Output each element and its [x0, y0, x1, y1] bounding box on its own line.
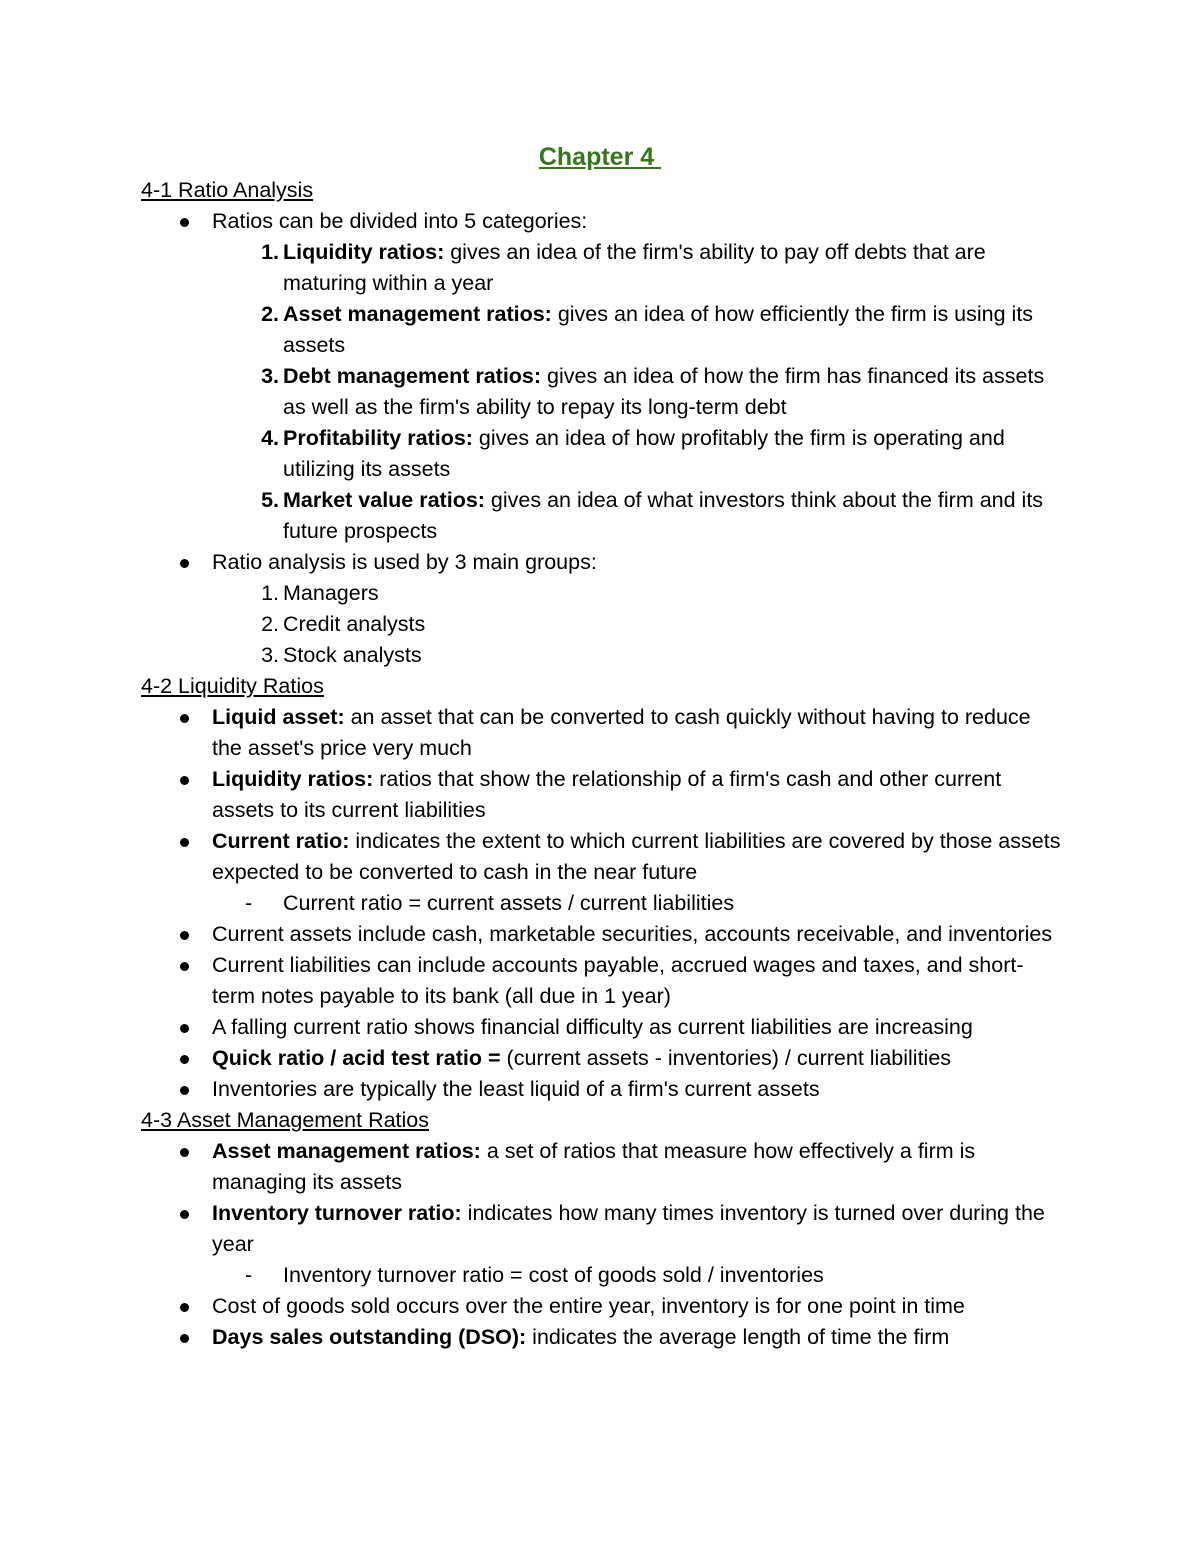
list-item: [212, 485, 1061, 547]
item-text: ratios that show the relationship of a firm's cash and other current assets to its current liabilities: [212, 767, 1002, 822]
section-heading: 4-1 Ratio Analysis: [141, 178, 314, 202]
item-text: Current assets include cash, marketable securities, accounts receivable, and inventories: [212, 922, 1053, 946]
item-text: Stock analysts: [283, 643, 422, 667]
section-heading: 4-2 Liquidity Ratios: [141, 674, 324, 698]
item-text: indicates the extent to which current liabilities are covered by those assets expected to be converted to cash in the near future: [212, 829, 1061, 884]
section-heading: 4-3 Asset Management Ratios: [141, 1108, 430, 1132]
item-text: Ratio analysis is used by 3 main groups:: [212, 550, 597, 574]
bullet-list: [141, 1136, 1061, 1353]
item-text: Credit analysts: [283, 612, 426, 636]
item-text: (current assets - inventories) / current liabilities: [500, 1046, 952, 1070]
item-term: Market value ratios:: [283, 488, 485, 512]
list-item: [141, 764, 1061, 826]
document-content: [141, 175, 1061, 1353]
bullet-list: [141, 206, 1061, 671]
list-item: [141, 1291, 1061, 1322]
item-term: Inventory turnover ratio:: [212, 1201, 462, 1225]
list-item: [212, 299, 1061, 361]
item-number: 3.: [261, 643, 279, 667]
numbered-list: [212, 237, 1061, 547]
item-term: Asset management ratios:: [283, 302, 552, 326]
list-item: [212, 423, 1061, 485]
item-term: Quick ratio / acid test ratio =: [212, 1046, 501, 1070]
item-term: Liquidity ratios:: [212, 767, 374, 791]
dash-list: [212, 888, 1061, 919]
item-number: 2.: [261, 302, 279, 326]
item-text: Ratios can be divided into 5 categories:: [212, 209, 588, 233]
list-item: [141, 1198, 1061, 1291]
list-item: [141, 1074, 1061, 1105]
item-number: 4.: [261, 426, 279, 450]
formula-item: - Current ratio = current assets / current liabilities: [212, 888, 1061, 919]
item-text: A falling current ratio shows financial difficulty as current liabilities are increasing: [212, 1015, 973, 1039]
list-item: [141, 919, 1061, 950]
item-text: Inventories are typically the least liquid of a firm's current assets: [212, 1077, 820, 1101]
dash-list: [212, 1260, 1061, 1291]
item-term: Liquid asset:: [212, 705, 345, 729]
item-number: 1.: [261, 240, 279, 264]
item-term: Current ratio:: [212, 829, 350, 853]
item-text: gives an idea of what investors think about the firm and its future prospects: [283, 488, 1044, 543]
item-text: Current liabilities can include accounts payable, accrued wages and taxes, and short-term notes payable to its bank (all due in 1 year): [212, 953, 1024, 1008]
item-text: Cost of goods sold occurs over the entire year, inventory is for one point in time: [212, 1294, 965, 1318]
bullet-list: [141, 702, 1061, 1105]
list-item: [141, 206, 1061, 547]
item-text: indicates the average length of time the firm: [526, 1325, 950, 1349]
list-item: [141, 1322, 1061, 1353]
item-term: Days sales outstanding (DSO):: [212, 1325, 527, 1349]
item-number: 1.: [261, 581, 279, 605]
page-title: Chapter 4: [538, 143, 662, 171]
item-text: gives an idea of how efficiently the firm is using its assets: [283, 302, 1034, 357]
item-term: Liquidity ratios:: [283, 240, 445, 264]
list-item: [212, 609, 1061, 640]
item-text: gives an idea of how the firm has financed its assets as well as the firm's ability to repay its long-term debt: [283, 364, 1045, 419]
item-text: a set of ratios that measure how effectively a firm is managing its assets: [212, 1139, 976, 1194]
item-term: Profitability ratios:: [283, 426, 473, 450]
item-text: gives an idea of the firm's ability to pay off debts that are maturing within a year: [283, 240, 986, 295]
list-item: [141, 702, 1061, 764]
list-item: [141, 1043, 1061, 1074]
list-item: [212, 237, 1061, 299]
list-item: [141, 1012, 1061, 1043]
list-item: [212, 578, 1061, 609]
item-number: 5.: [261, 488, 279, 512]
formula-item: - Inventory turnover ratio = cost of goods sold / inventories: [212, 1260, 1061, 1291]
item-term: Asset management ratios:: [212, 1139, 481, 1163]
item-text: an asset that can be converted to cash quickly without having to reduce the asset's price very much: [212, 705, 1031, 760]
list-item: [141, 950, 1061, 1012]
list-item: [141, 826, 1061, 919]
list-item: [141, 547, 1061, 671]
numbered-list: [212, 578, 1061, 671]
list-item: [141, 1136, 1061, 1198]
item-number: 2.: [261, 612, 279, 636]
item-number: 3.: [261, 364, 279, 388]
list-item: [212, 640, 1061, 671]
item-term: Debt management ratios:: [283, 364, 542, 388]
item-text: indicates how many times inventory is turned over during the year: [212, 1201, 1045, 1256]
item-text: Managers: [283, 581, 379, 605]
list-item: [212, 361, 1061, 423]
item-text: gives an idea of how profitably the firm is operating and utilizing its assets: [283, 426, 1005, 481]
